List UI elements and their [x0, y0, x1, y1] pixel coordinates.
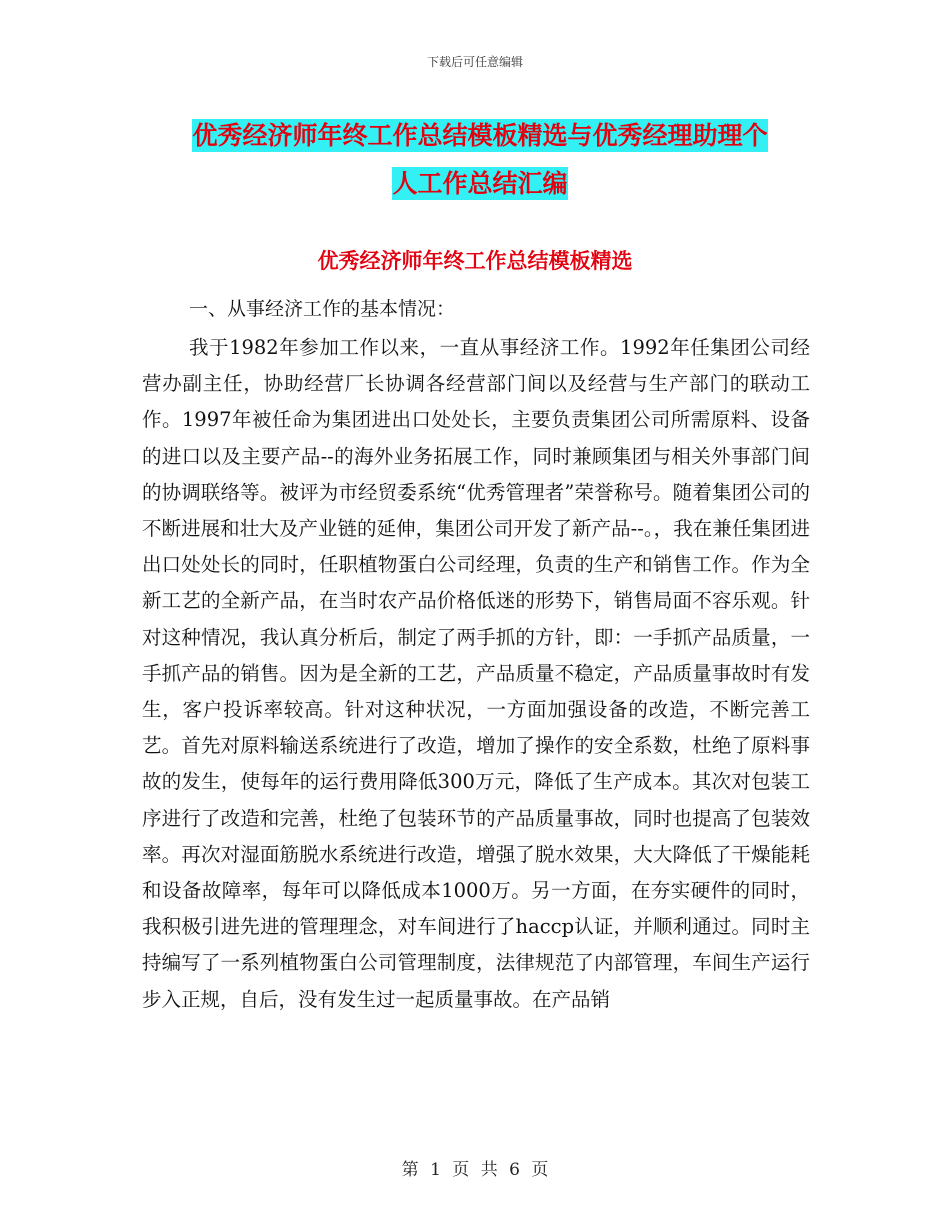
- header-note: 下载后可任意编辑: [426, 55, 523, 69]
- page-number-footer: 第 1 页 共 6 页: [401, 1160, 549, 1180]
- body-paragraph: 我于1982年参加工作以来，一直从事经济工作。1992年任集团公司经营办副主任，协助经营厂长协调各经营部门间以及经营与生产部门的联动工作。1997年被任命为集团进出口处处长，主要负责集团公司所需原料、设备的进口以及主要产品--的海外业务拓展工作，同时兼顾集团与相关外事部门间的协调联络等。被评为市经贸委系统“优秀管理者”荣誉称号。随着集团公司的不断进展和壮大及产业链的延伸，集团公司开发了新产品--。，我在兼任集团进出口处处长的同时，任职植物蛋白公司经理，负责的生产和销售工作。作为全新工艺的全新产品，在当时农产品价格低迷的形势下，销售局面不容乐观。针对这种情况，我认真分析后，制定了两手抓的方针，即：一手抓产品质量，一手抓产品的销售。因为是全新的工艺，产品质量不稳定，产品质量事故时有发生，客户投诉率较高。针对这种状况，一方面加强设备的改造，不断完善工艺。首先对原料输送系统进行了改造，增加了操作的安全系数，杜绝了原料事故的发生，使每年的运行费用降低300万元，降低了生产成本。其次对包装工序进行了改造和完善，杜绝了包装环节的产品质量事故，同时也提高了包装效率。再次对湿面筋脱水系统进行改造，增强了脱水效果，大大降低了干燥能耗和设备故障率，每年可以降低成本1000万。另一方面，在夯实硬件的同时，我积极引进先进的管理理念，对车间进行了haccp认证，并顺利通过。同时主持编写了一系列植物蛋白公司管理制度，法律规范了内部管理，车间生产运行步入正规，自后，没有发生过一起质量事故。在产品销: [142, 336, 810, 1011]
- section-title: 优秀经济师年终工作总结模板精选: [317, 249, 633, 273]
- subheading: 一、从事经济工作的基本情况：: [189, 298, 456, 320]
- document-title: [150, 112, 810, 208]
- title-line-1: 优秀经济师年终工作总结模板精选与优秀经理助理个: [192, 121, 768, 150]
- title-line-2: 人工作总结汇编: [392, 169, 568, 198]
